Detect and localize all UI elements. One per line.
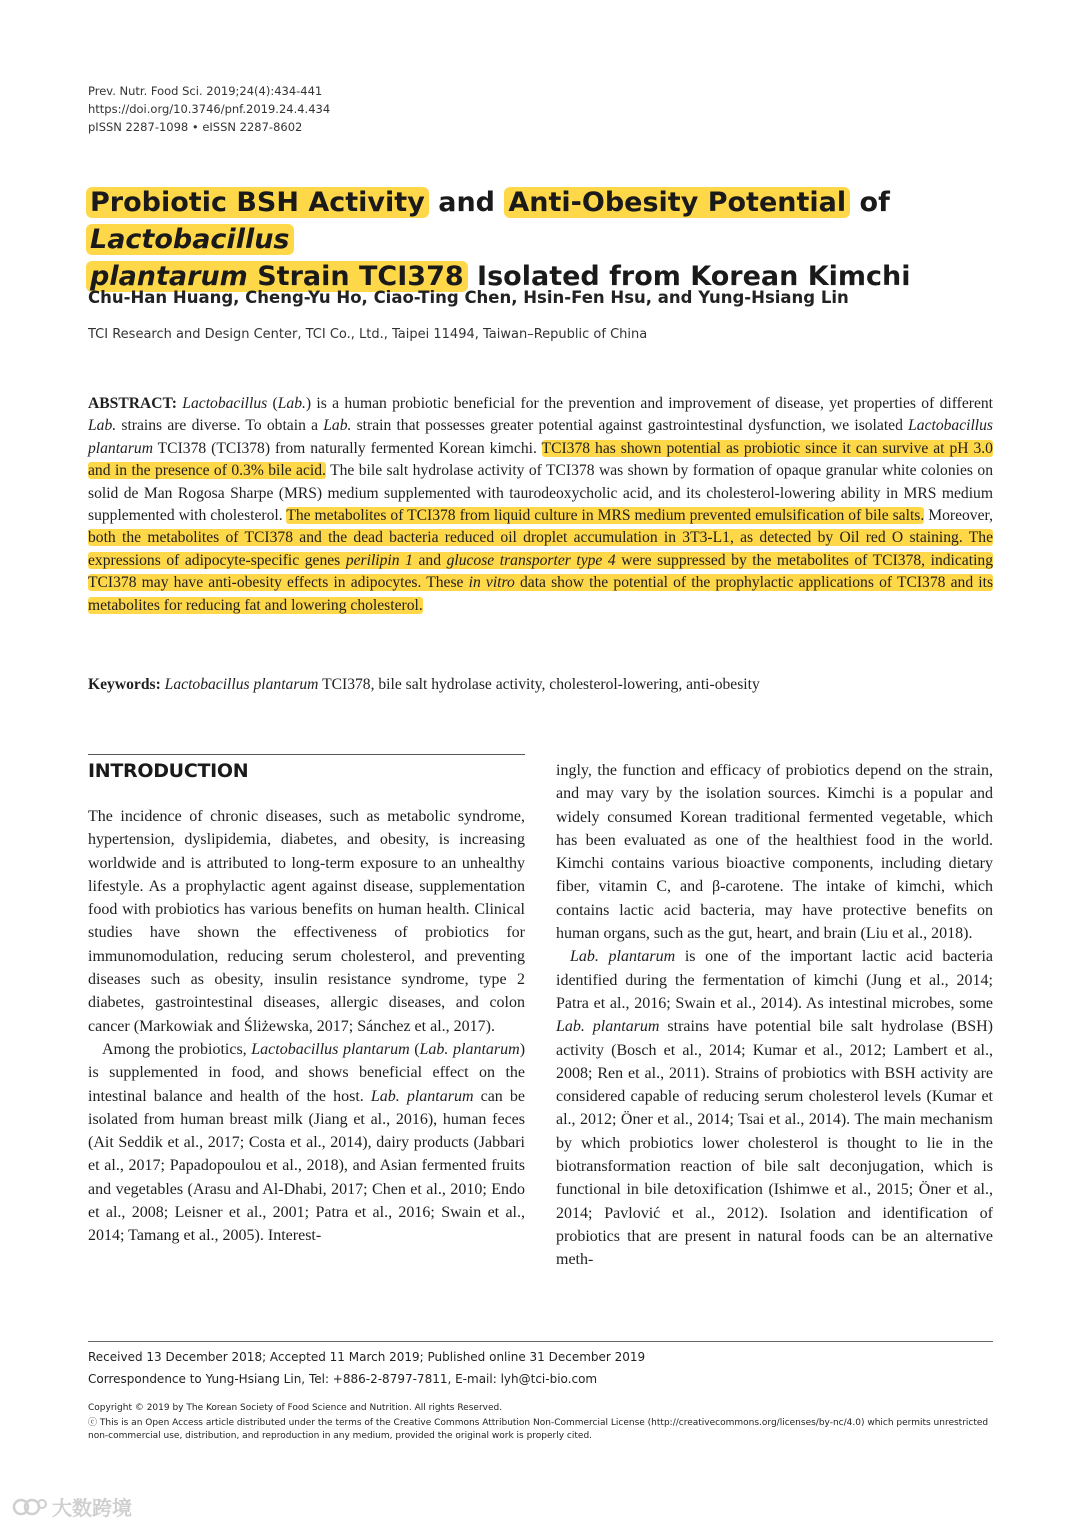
watermark-logo-icon bbox=[12, 1496, 48, 1518]
cc-icon: ⓒ bbox=[88, 1418, 100, 1428]
affiliation: TCI Research and Design Center, TCI Co., Ltd., Taipei 11494, Taiwan–Republic of China bbox=[88, 327, 648, 342]
abstract: ABSTRACT: Lactobacillus (Lab.) is a human probiotic beneficial for the prevention and improvement of disease, yet properties of different Lab. strains are diverse. To obtain a Lab. strain that possesses greater potential against gastrointestinal dysfunction, we isolated Lactobacillus plantarum TCI378 (TCI378) from naturally fermented Korean kimchi. TCI378 has shown potential as probiotic since it can survive at pH 3.0 and in the presence of 0.3% bile acid. The bile salt hydrolase activity of TCI378 was shown by formation of opaque granular white colonies on solid de Man Rogosa Sharpe (MRS) medium supplemented with taurodeoxycholic acid, and its cholesterol-lowering ability in MRS medium supplemented with cholesterol. The metabolites of TCI378 from liquid culture in MRS medium prevented emulsification of bile salts. Moreover, both the metabolites of TCI378 and the dead bacteria reduced oil droplet accumulation in 3T3-L1, as detected by Oil red O staining. The expressions of adipocyte-specific genes perilipin 1 and glucose transporter type 4 were suppressed by the metabolites of TCI378, indicating TCI378 may have anti-obesity effects in adipocytes. These in vitro data show the potential of the prophylactic applications of TCI378 and its metabolites for reducing fat and lowering cholesterol. bbox=[88, 395, 994, 614]
title-highlight-4: plantarum Strain TCI378 bbox=[86, 261, 468, 292]
journal-issn: pISSN 2287-1098 • eISSN 2287-8602 bbox=[88, 120, 303, 134]
intro-paragraph-2: Among the probiotics, Lactobacillus plantarum (Lab. plantarum) is supplemented in food, and shows beneficial effect on the intestinal balance and health of the host. Lab. plantarum can be isolated from human breast milk (Jiang et al., 2016), human feces (Ait Seddik et al., 2017; Costa et al., 2014), dairy products (Jabbari et al., 2017; Papadopoulou et al., 2018), and Asian fermented fruits and vegetables (Arasu and Al-Dhabi, 2017; Chen et al., 2010; Endo et al., 2008; Leisner et al., 2001; Patra et al., 2016; Swain et al., 2014; Tamang et al., 2005). Interest- bbox=[88, 1040, 526, 1245]
journal-doi[interactable]: https://doi.org/10.3746/pnf.2019.24.4.434 bbox=[88, 102, 331, 116]
introduction-heading: INTRODUCTION bbox=[88, 760, 249, 782]
footer-received: Received 13 December 2018; Accepted 11 March 2019; Published online 31 December 2019 bbox=[88, 1350, 646, 1364]
abstract-label: ABSTRACT: bbox=[88, 395, 177, 412]
watermark-text: 大数跨境 bbox=[52, 1496, 132, 1520]
title-highlight-1: Probiotic BSH Activity bbox=[86, 187, 429, 218]
abstract-highlight-1: TCI378 has shown potential as probiotic since it can survive at pH 3.0 and in the presence of 0.3% bile acid. bbox=[88, 439, 993, 480]
footer-rule bbox=[88, 1341, 993, 1342]
footer-copyright: Copyright © 2019 by The Korean Society of Food Science and Nutrition. All rights Reserved. bbox=[88, 1403, 503, 1413]
intro-paragraph-3: ingly, the function and efficacy of probiotics depend on the strain, and may vary by the isolation sources. Kimchi is a popular and widely consumed Korean traditional fermented vegetable, which has been evaluated as one of the healthiest food in the world. Kimchi contains various bioactive components, including dietary fiber, vitamin C, and β-carotene. The intake of kimchi, which contains lactic acid bacteria, may have protective benefits on human organs, such as the gut, heart, and brain (Liu et al., 2018). bbox=[556, 762, 993, 943]
abstract-highlight-3: both the metabolites of TCI378 and the dead bacteria reduced oil droplet accumulation in 3T3-L1, as detected by Oil red O staining. The expressions of adipocyte-specific genes perilipin 1 and glucose transporter type 4 were suppressed by the metabolites of TCI378, indicating TCI378 may have anti-obesity effects in adipocytes. These in vitro data show the potential of the prophylactic applications of TCI378 and its metabolites for reducing fat and lowering cholesterol. bbox=[88, 529, 994, 614]
intro-paragraph-4: Lab. plantarum is one of the important lactic acid bacteria identified during the fermentation of kimchi (Jung et al., 2014; Patra et al., 2016; Swain et al., 2014). As intestinal microbes, some Lab. plantarum strains have potential bile salt hydrolase (BSH) activity (Bosch et al., 2014; Kumar et al., 2012; Lambert et al., 2008; Ren et al., 2011). Strains of probiotics with BSH activity are considered capable of reducing serum cholesterol levels (Kumar et al., 2012; Öner et al., 2014; Tsai et al., 2014). The main mechanism by which probiotics lower cholesterol is thought to lie in the biotransformation reaction of bile salt deconjugation, which is functional in bile detoxification (Ishimwe et al., 2015; Öner et al., 2014; Pavlović et al., 2012). Isolation and identification of probiotics that are present in natural foods can be an alternative meth- bbox=[556, 948, 993, 1269]
section-rule bbox=[88, 754, 525, 755]
title-of: of bbox=[859, 187, 890, 218]
title-and: and bbox=[438, 187, 495, 218]
abstract-highlight-2: The metabolites of TCI378 from liquid culture in MRS medium prevented emulsification of bile salts. bbox=[286, 507, 925, 525]
keywords: Keywords: Lactobacillus plantarum TCI378, bile salt hydrolase activity, cholesterol-lowering, anti-obesity bbox=[88, 676, 760, 693]
title-rest: Isolated from Korean Kimchi bbox=[477, 261, 911, 292]
footer-license: ⓒ This is an Open Access article distributed under the terms of the Creative Commons Attribution Non-Commercial License (http://creativecommons.org/licenses/by-nc/4.0) which permits unrestricted non-commercial use, distribution, and reproduction in any medium, provided the original work is properly cited. bbox=[88, 1418, 989, 1441]
title-highlight-2: Anti-Obesity Potential bbox=[504, 187, 850, 218]
footer-correspondence: Correspondence to Yung-Hsiang Lin, Tel: +886-2-8797-7811, E-mail: lyh@tci-bio.com bbox=[88, 1372, 598, 1386]
watermark bbox=[12, 1492, 132, 1521]
intro-column-right bbox=[556, 759, 993, 1272]
intro-paragraph-1: The incidence of chronic diseases, such as metabolic syndrome, hypertension, dyslipidemia, diabetes, and obesity, is increasing worldwide and is attributed to long-term exposure to an unhealthy lifestyle. As a prophylactic agent against disease, supplementation food with probiotics has various benefits on human health. Clinical studies have shown the effectiveness of probiotics for immunomodulation, reducing serum cholesterol, and preventing diseases such as obesity, insulin resistance syndrome, type 2 diabetes, gastrointestinal diseases, allergic diseases, and colon cancer (Markowiak and Śliżewska, 2017; Sánchez et al., 2017). bbox=[88, 808, 525, 1035]
journal-info bbox=[88, 82, 330, 136]
article-title bbox=[86, 184, 1006, 295]
authors: Chu-Han Huang, Cheng-Yu Ho, Ciao-Ting Chen, Hsin-Fen Hsu, and Yung-Hsiang Lin bbox=[88, 288, 849, 307]
title-highlight-3: Lactobacillus bbox=[86, 224, 294, 255]
keywords-label: Keywords: bbox=[88, 676, 161, 693]
journal-citation: Prev. Nutr. Food Sci. 2019;24(4):434-441 bbox=[88, 84, 323, 98]
intro-column-left bbox=[88, 805, 525, 1248]
